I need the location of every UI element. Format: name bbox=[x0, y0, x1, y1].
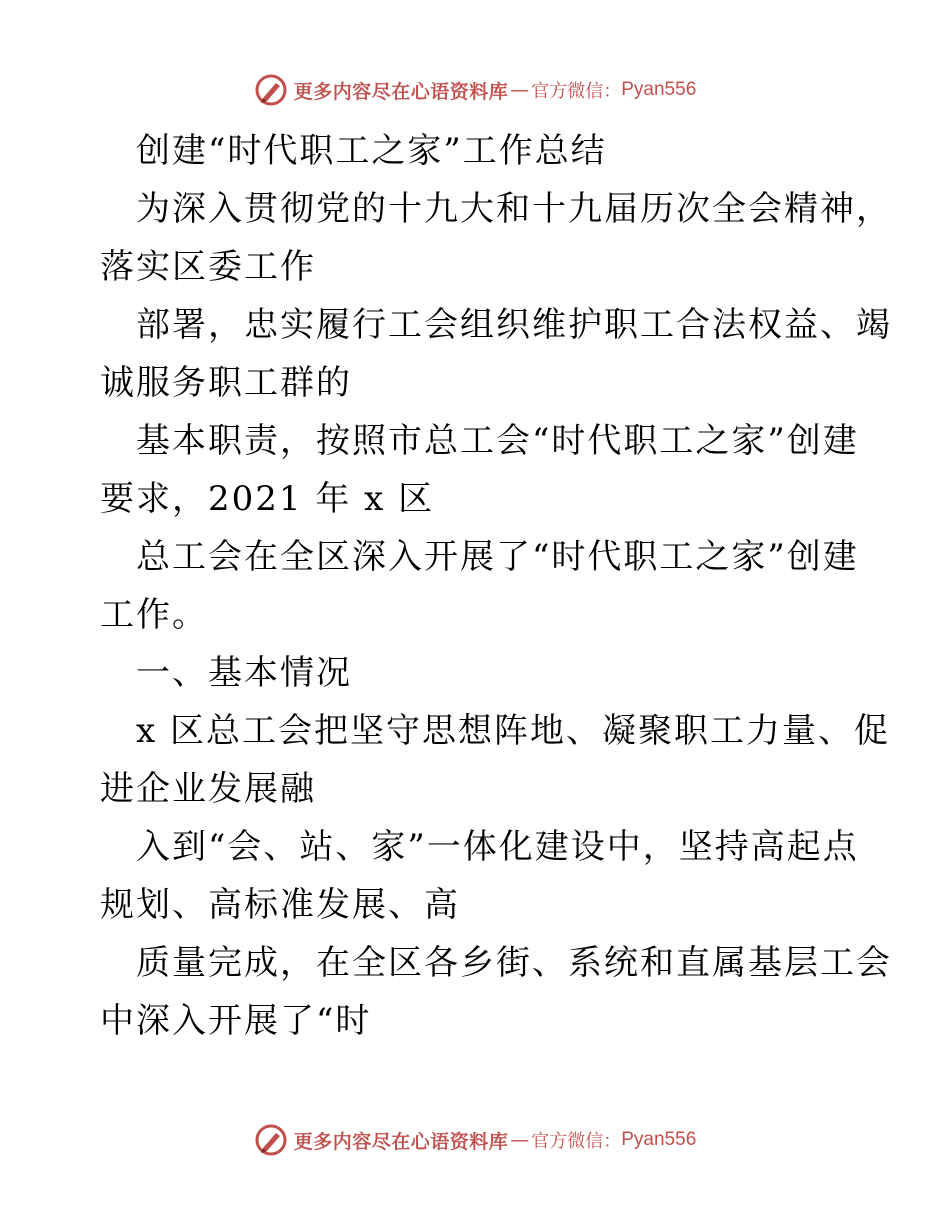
header-watermark bbox=[0, 70, 950, 110]
watermark-wechat-id: Pyan556 bbox=[621, 79, 697, 100]
watermark-wechat-label: 官方微信： bbox=[531, 1131, 622, 1152]
watermark-wechat-id: Pyan556 bbox=[621, 1129, 697, 1150]
watermark-dash: — bbox=[510, 1129, 530, 1151]
text-line: 部署，忠实履行工会组织维护职工合法权益、竭 bbox=[136, 305, 892, 345]
text-line: 入到“会、站、家”一体化建设中，坚持高起点 bbox=[136, 827, 859, 867]
section-heading: 一、基本情况 bbox=[136, 653, 352, 693]
text-line: 总工会在全区深入开展了“时代职工之家”创建 bbox=[136, 537, 859, 577]
watermark-wechat-label: 官方微信： bbox=[531, 81, 622, 102]
text-line: 要求，2021 年 x 区 bbox=[100, 479, 435, 519]
document-title: 创建“时代职工之家”工作总结 bbox=[136, 131, 607, 171]
watermark-main-text: 更多内容尽在心语资料库 bbox=[293, 80, 509, 103]
watermark-dash: — bbox=[510, 79, 530, 101]
text-line: 落实区委工作 bbox=[100, 247, 316, 287]
text-line: x 区总工会把坚守思想阵地、凝聚职工力量、促 bbox=[136, 711, 890, 751]
text-line: 基本职责，按照市总工会“时代职工之家”创建 bbox=[136, 421, 859, 461]
text-line: 质量完成，在全区各乡街、系统和直属基层工会 bbox=[136, 943, 892, 983]
text-line: 为深入贯彻党的十九大和十九届历次全会精神， bbox=[136, 189, 892, 229]
text-line: 工作。 bbox=[100, 595, 208, 635]
document-body bbox=[100, 122, 892, 1050]
text-line: 诚服务职工群的 bbox=[100, 363, 352, 403]
pen-logo-icon bbox=[254, 73, 288, 107]
text-line: 规划、高标准发展、高 bbox=[100, 885, 460, 925]
text-line: 进企业发展融 bbox=[100, 769, 316, 809]
footer-watermark bbox=[0, 1120, 950, 1160]
pen-logo-icon bbox=[254, 1123, 288, 1157]
text-line: 中深入开展了“时 bbox=[100, 1001, 372, 1041]
watermark-main-text: 更多内容尽在心语资料库 bbox=[293, 1130, 509, 1153]
